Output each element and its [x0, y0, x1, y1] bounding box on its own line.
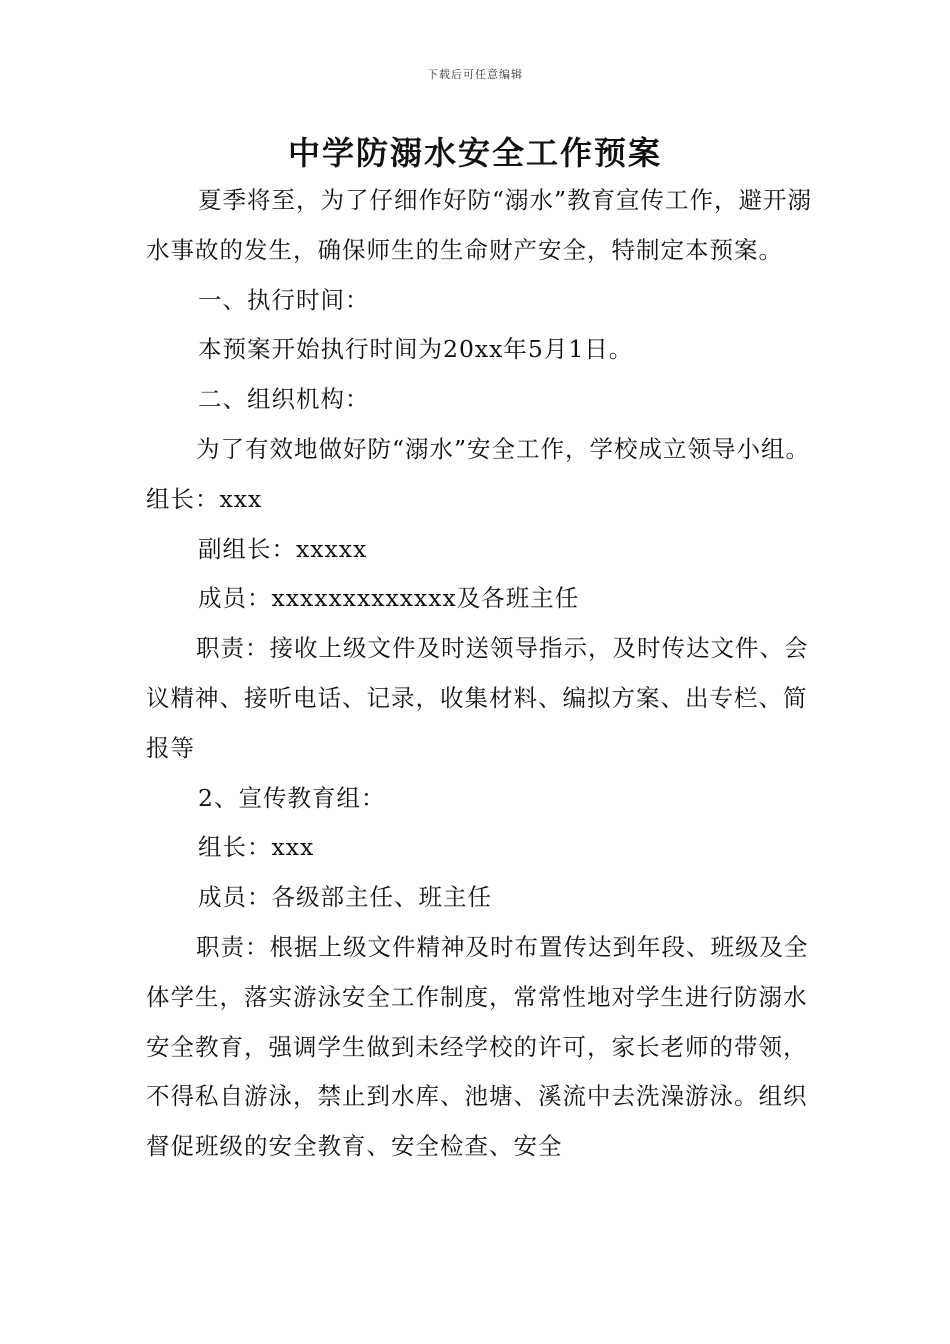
- paragraph-members: 成员：xxxxxxxxxxxxx及各班主任: [198, 584, 580, 613]
- paragraph-deputy-leader: 副组长：xxxxx: [198, 534, 368, 563]
- paragraph-execution-time: 本预案开始执行时间为20xx年5月1日。: [198, 335, 634, 364]
- paragraph-intro: 夏季将至，为了仔细作好防“溺水”教育宣传工作，避开溺水事故的发生，确保师生的生命财产安全，特制定本预案。: [146, 186, 813, 264]
- heading-execution-time: 一、执行时间：: [198, 285, 370, 314]
- paragraph-leadership-group: 为了有效地做好防“溺水”安全工作，学校成立领导小组。组长：xxx: [146, 434, 811, 513]
- document-body: [146, 176, 824, 1172]
- paragraph-publicity-leader: 组长：xxx: [198, 833, 315, 862]
- document-title: 中学防溺水安全工作预案: [287, 134, 662, 172]
- header-note: 下载后可任意编辑: [427, 68, 523, 81]
- paragraph-duties-2: 职责：根据上级文件精神及时布置传达到年段、班级及全体学生，落实游泳安全工作制度，常常性地对学生进行防溺水安全教育，强调学生做到未经学校的许可，家长老师的带领，不得私自游泳，禁止到水库、池塘、溪流中去洗澡游泳。组织督促班级的安全教育、安全检查、安全: [146, 932, 809, 1161]
- paragraph-publicity-members: 成员：各级部主任、班主任: [198, 883, 492, 912]
- heading-publicity-group: 2、宣传教育组：: [198, 783, 386, 812]
- heading-organization: 二、组织机构：: [198, 385, 370, 414]
- paragraph-duties-1: 职责：接收上级文件及时送领导指示，及时传达文件、会议精神、接听电话、记录，收集材料、编拟方案、出专栏、简报等: [146, 634, 809, 762]
